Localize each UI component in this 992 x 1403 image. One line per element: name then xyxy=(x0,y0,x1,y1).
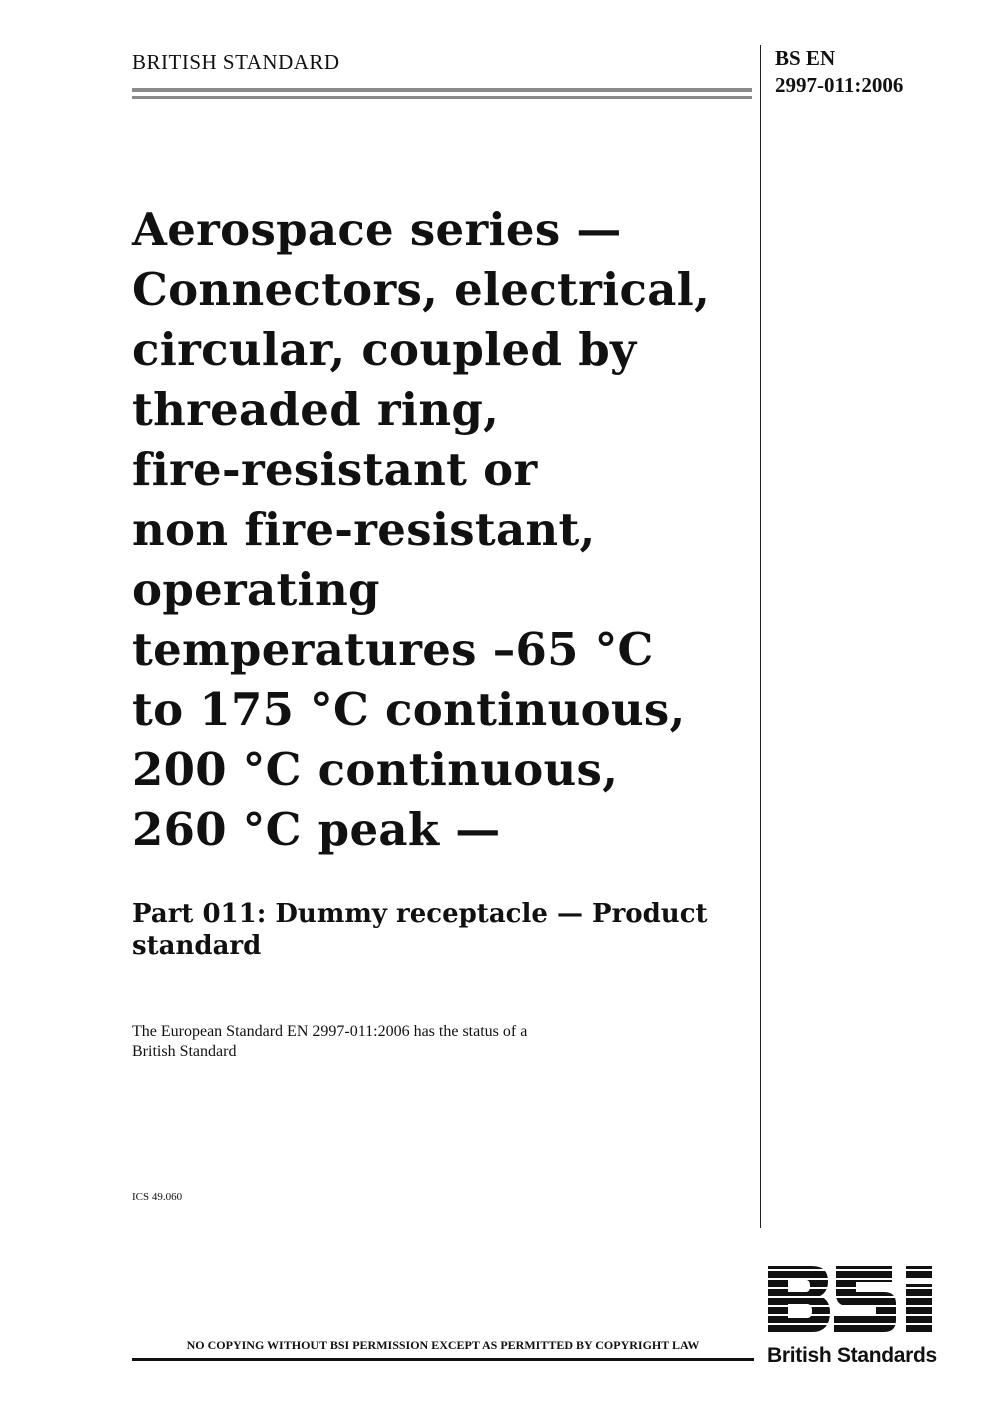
copyright-notice: NO COPYING WITHOUT BSI PERMISSION EXCEPT AS PERMITTED BY COPYRIGHT LAW xyxy=(186,1338,700,1352)
status-line1: The European Standard EN 2997-011:2006 has the status of a xyxy=(132,1023,528,1040)
title-line: to 175 °C continuous, xyxy=(132,683,686,736)
header-label: BRITISH STANDARD xyxy=(132,50,340,74)
document-title xyxy=(132,200,752,860)
title-line: 200 °C continuous, xyxy=(132,743,619,796)
bsi-logo-caption: British Standards xyxy=(767,1344,937,1367)
status-statement xyxy=(132,1022,692,1062)
title-line: threaded ring, xyxy=(132,383,500,436)
standard-number-line1: BS EN xyxy=(775,46,836,70)
part-title xyxy=(132,898,752,962)
vertical-divider xyxy=(760,45,761,1228)
part-title-line1: Part 011: Dummy receptacle — Product xyxy=(132,899,708,929)
title-line: fire-resistant or xyxy=(132,443,538,496)
title-line: 260 °C peak — xyxy=(132,803,501,856)
title-line: operating xyxy=(132,563,380,616)
title-line: Aerospace series — xyxy=(132,203,622,256)
title-line: Connectors, electrical, xyxy=(132,263,711,316)
part-title-line2: standard xyxy=(132,931,262,961)
header-rule-bottom xyxy=(132,96,752,99)
footer-rule xyxy=(132,1358,754,1361)
standard-number xyxy=(775,45,975,99)
title-line: temperatures –65 °C xyxy=(132,623,654,676)
title-line: non fire-resistant, xyxy=(132,503,596,556)
status-line2: British Standard xyxy=(132,1043,237,1060)
header-rule-top xyxy=(132,88,752,92)
ics-code: ICS 49.060 xyxy=(132,1191,183,1203)
bsi-mark-icon xyxy=(766,1262,946,1342)
standard-number-line2: 2997-011:2006 xyxy=(775,73,904,97)
title-line: circular, coupled by xyxy=(132,323,637,376)
